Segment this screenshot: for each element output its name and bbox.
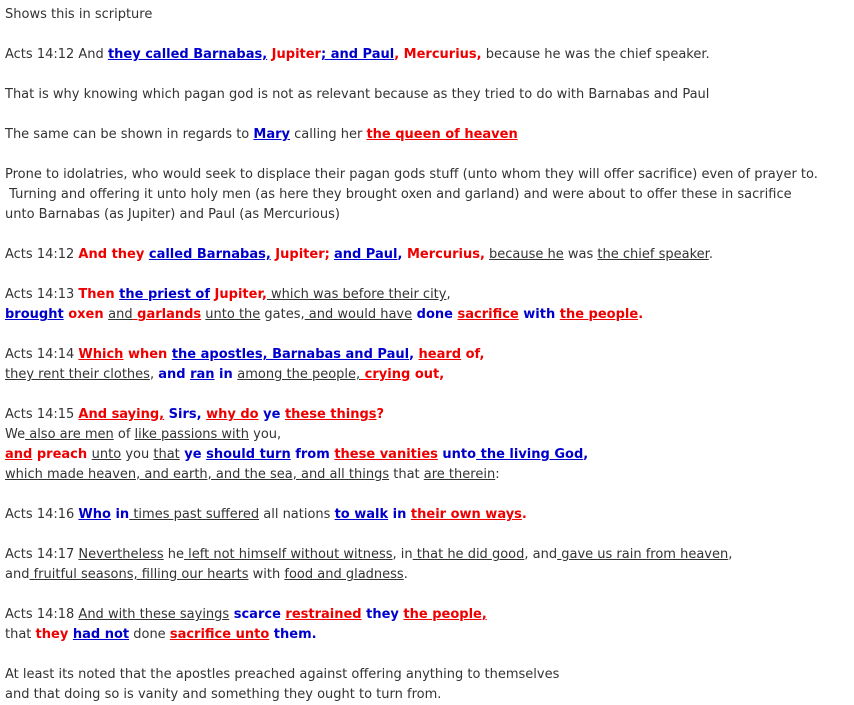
text-link[interactable]: they called Barnabas,	[107, 47, 268, 62]
text-link[interactable]: ran	[190, 367, 215, 382]
text-line	[5, 365, 854, 385]
post-paragraph	[5, 5, 854, 25]
post-paragraph	[5, 345, 854, 385]
post-paragraph	[5, 85, 854, 105]
text-line	[5, 605, 854, 625]
text-segment: in	[110, 507, 130, 522]
text-segment: was	[563, 247, 598, 262]
text-link[interactable]: their own ways	[410, 507, 522, 522]
text-segment: , and	[524, 547, 558, 562]
text-link[interactable]: sacrifice	[457, 307, 519, 322]
post-paragraph	[5, 605, 854, 645]
text-link[interactable]: to walk	[334, 507, 389, 522]
text-segment: you	[121, 447, 154, 462]
text-segment: unto the	[205, 307, 261, 322]
text-segment: out,	[410, 367, 445, 382]
text-segment: And they	[78, 247, 149, 262]
text-segment: Acts 14:17	[5, 547, 79, 562]
text-segment: fruitful seasons, filling our hearts	[29, 567, 249, 582]
text-segment: ye	[258, 407, 285, 422]
text-segment: and that doing so is vanity and something they ought to turn from.	[5, 687, 442, 702]
text-segment: because he was the chief speaker.	[481, 47, 710, 62]
text-segment: when	[123, 347, 172, 362]
text-link[interactable]: ; and Paul	[320, 47, 395, 62]
text-link[interactable]: Who	[78, 507, 111, 522]
post-paragraph	[5, 125, 854, 145]
text-segment: Acts 14:16	[5, 507, 79, 522]
text-segment: them.	[269, 627, 317, 642]
text-segment: calling her	[290, 127, 367, 142]
text-segment: Nevertheless	[78, 547, 164, 562]
text-segment: which was before their city	[266, 287, 447, 302]
text-segment: , in	[392, 547, 413, 562]
text-segment: That is why knowing which pagan god is not as relevant because as they tried to do with Barnabas and Paul	[5, 87, 710, 102]
text-line	[5, 345, 854, 365]
text-line	[5, 565, 854, 585]
text-segment: Jupiter	[267, 47, 321, 62]
text-segment: Shows this in scripture	[5, 7, 153, 22]
text-segment: done	[412, 307, 458, 322]
text-link[interactable]: why do	[206, 407, 259, 422]
text-link[interactable]: should turn	[206, 447, 291, 462]
text-segment: oxen	[63, 307, 109, 322]
text-segment: left not himself without witness	[184, 547, 393, 562]
text-line	[5, 45, 854, 65]
text-link[interactable]: garlands	[132, 307, 202, 322]
text-segment: he	[163, 547, 185, 562]
post-paragraph	[5, 505, 854, 525]
post-paragraph	[5, 45, 854, 65]
text-link[interactable]: these vanities	[334, 447, 438, 462]
text-segment: .	[521, 507, 527, 522]
text-segment: ,	[409, 347, 419, 362]
text-segment: Turning and offering it unto holy men (as here they brought oxen and garland) and were about to offer these in sacrifice	[5, 187, 792, 202]
text-segment: and	[108, 307, 133, 322]
text-segment: food and gladness	[284, 567, 404, 582]
text-segment: of,	[461, 347, 485, 362]
text-segment: they	[361, 607, 404, 622]
text-segment: that he did good	[412, 547, 525, 562]
text-link[interactable]: brought	[5, 307, 64, 322]
text-segment: unto	[437, 447, 477, 462]
post-paragraph	[5, 665, 854, 705]
text-segment: :	[495, 467, 500, 482]
text-segment: , Mercurius,	[394, 47, 482, 62]
text-segment: preach	[32, 447, 92, 462]
post-paragraph	[5, 285, 854, 325]
text-link[interactable]: and Paul	[333, 247, 398, 262]
text-line	[5, 205, 854, 225]
text-link[interactable]: sacrifice unto	[169, 627, 270, 642]
text-segment: unto	[91, 447, 122, 462]
text-segment: gates,	[260, 307, 305, 322]
text-segment: Acts 14:14	[5, 347, 79, 362]
text-link[interactable]: had not	[72, 627, 130, 642]
text-segment: like passions with	[134, 427, 250, 442]
text-segment: and would have	[304, 307, 413, 322]
text-line	[5, 5, 854, 25]
text-segment: they rent their clothes	[5, 367, 150, 382]
text-segment: At least its noted that the apostles preached against offering anything to themselves	[5, 667, 560, 682]
text-line	[5, 85, 854, 105]
text-line	[5, 665, 854, 685]
post-paragraph	[5, 545, 854, 585]
text-segment: ,	[149, 367, 159, 382]
text-line	[5, 685, 854, 705]
text-segment: of	[113, 427, 135, 442]
text-link[interactable]: called Barnabas,	[148, 247, 271, 262]
text-segment: all nations	[259, 507, 335, 522]
text-segment: .	[638, 307, 644, 322]
text-segment: the chief speaker	[597, 247, 709, 262]
post-paragraph	[5, 165, 854, 225]
text-line	[5, 545, 854, 565]
text-segment: ,	[397, 247, 407, 262]
text-segment: Sirs,	[164, 407, 207, 422]
text-segment: Jupiter,	[210, 287, 267, 302]
text-line	[5, 165, 854, 185]
text-segment: they	[35, 627, 73, 642]
text-line	[5, 185, 854, 205]
text-link[interactable]: the queen of heaven	[366, 127, 518, 142]
text-segment: Then	[78, 287, 120, 302]
text-segment: And with these sayings	[78, 607, 230, 622]
text-link[interactable]: crying	[360, 367, 411, 382]
text-line	[5, 305, 854, 325]
text-segment: you,	[249, 427, 282, 442]
text-segment: ,	[583, 447, 589, 462]
text-segment: ye	[179, 447, 207, 462]
text-line	[5, 125, 854, 145]
text-segment: and	[5, 567, 30, 582]
text-segment: Acts 14:15	[5, 407, 79, 422]
text-line	[5, 405, 854, 425]
text-segment: which made heaven, and earth, and the sea, and all things	[5, 467, 390, 482]
text-link[interactable]: the apostles, Barnabas and Paul	[171, 347, 410, 362]
text-link[interactable]: and	[5, 447, 33, 462]
text-segment: .	[403, 567, 408, 582]
text-link[interactable]: heard	[418, 347, 462, 362]
text-link[interactable]: the priest of	[119, 287, 211, 302]
text-segment: ,	[728, 547, 733, 562]
text-segment: times past suffered	[129, 507, 260, 522]
text-segment: and	[158, 367, 191, 382]
text-segment: Mercurius,	[406, 247, 485, 262]
text-link[interactable]: And saying,	[78, 407, 165, 422]
post-paragraph	[5, 245, 854, 265]
text-segment: Acts 14:18	[5, 607, 79, 622]
text-line	[5, 465, 854, 485]
text-segment: ,	[446, 287, 451, 302]
text-segment: unto Barnabas (as Jupiter) and Paul (as Mercurious)	[5, 207, 340, 222]
text-segment: The same can be shown in regards to	[5, 127, 254, 142]
text-line	[5, 425, 854, 445]
text-segment: because he	[489, 247, 564, 262]
text-segment: that	[153, 447, 180, 462]
text-segment: .	[708, 247, 713, 262]
text-segment: scarce	[229, 607, 286, 622]
text-segment: Acts 14:12	[5, 247, 79, 262]
text-link[interactable]: Which	[78, 347, 124, 362]
post-paragraph	[5, 405, 854, 485]
text-line	[5, 285, 854, 305]
text-segment: in	[214, 367, 238, 382]
text-segment: Jupiter;	[270, 247, 330, 262]
text-segment: that	[5, 627, 36, 642]
text-link[interactable]: the people,	[403, 607, 487, 622]
text-line	[5, 245, 854, 265]
text-link[interactable]: Mary	[253, 127, 291, 142]
text-segment: with	[518, 307, 560, 322]
text-segment: gave us rain from heaven	[557, 547, 729, 562]
text-link[interactable]: restrained	[285, 607, 362, 622]
text-link[interactable]: the living God	[476, 447, 584, 462]
text-segment: from	[290, 447, 335, 462]
text-segment: that	[389, 467, 424, 482]
text-segment: We	[5, 427, 26, 442]
text-segment: with	[248, 567, 285, 582]
text-segment: also are men	[25, 427, 114, 442]
text-segment: are therein	[423, 467, 496, 482]
text-link[interactable]: these things	[284, 407, 377, 422]
text-line	[5, 625, 854, 645]
text-segment: ?	[376, 407, 385, 422]
text-segment: Acts 14:13	[5, 287, 79, 302]
text-segment: in	[388, 507, 411, 522]
text-segment: Acts 14:12 And	[5, 47, 108, 62]
text-line	[5, 445, 854, 465]
text-segment: done	[129, 627, 170, 642]
text-segment: among the people,	[237, 367, 361, 382]
text-line	[5, 505, 854, 525]
text-link[interactable]: the people	[559, 307, 639, 322]
text-segment: Prone to idolatries, who would seek to displace their pagan gods stuff (unto whom they will offer sacrifice) even of prayer to.	[5, 167, 818, 182]
